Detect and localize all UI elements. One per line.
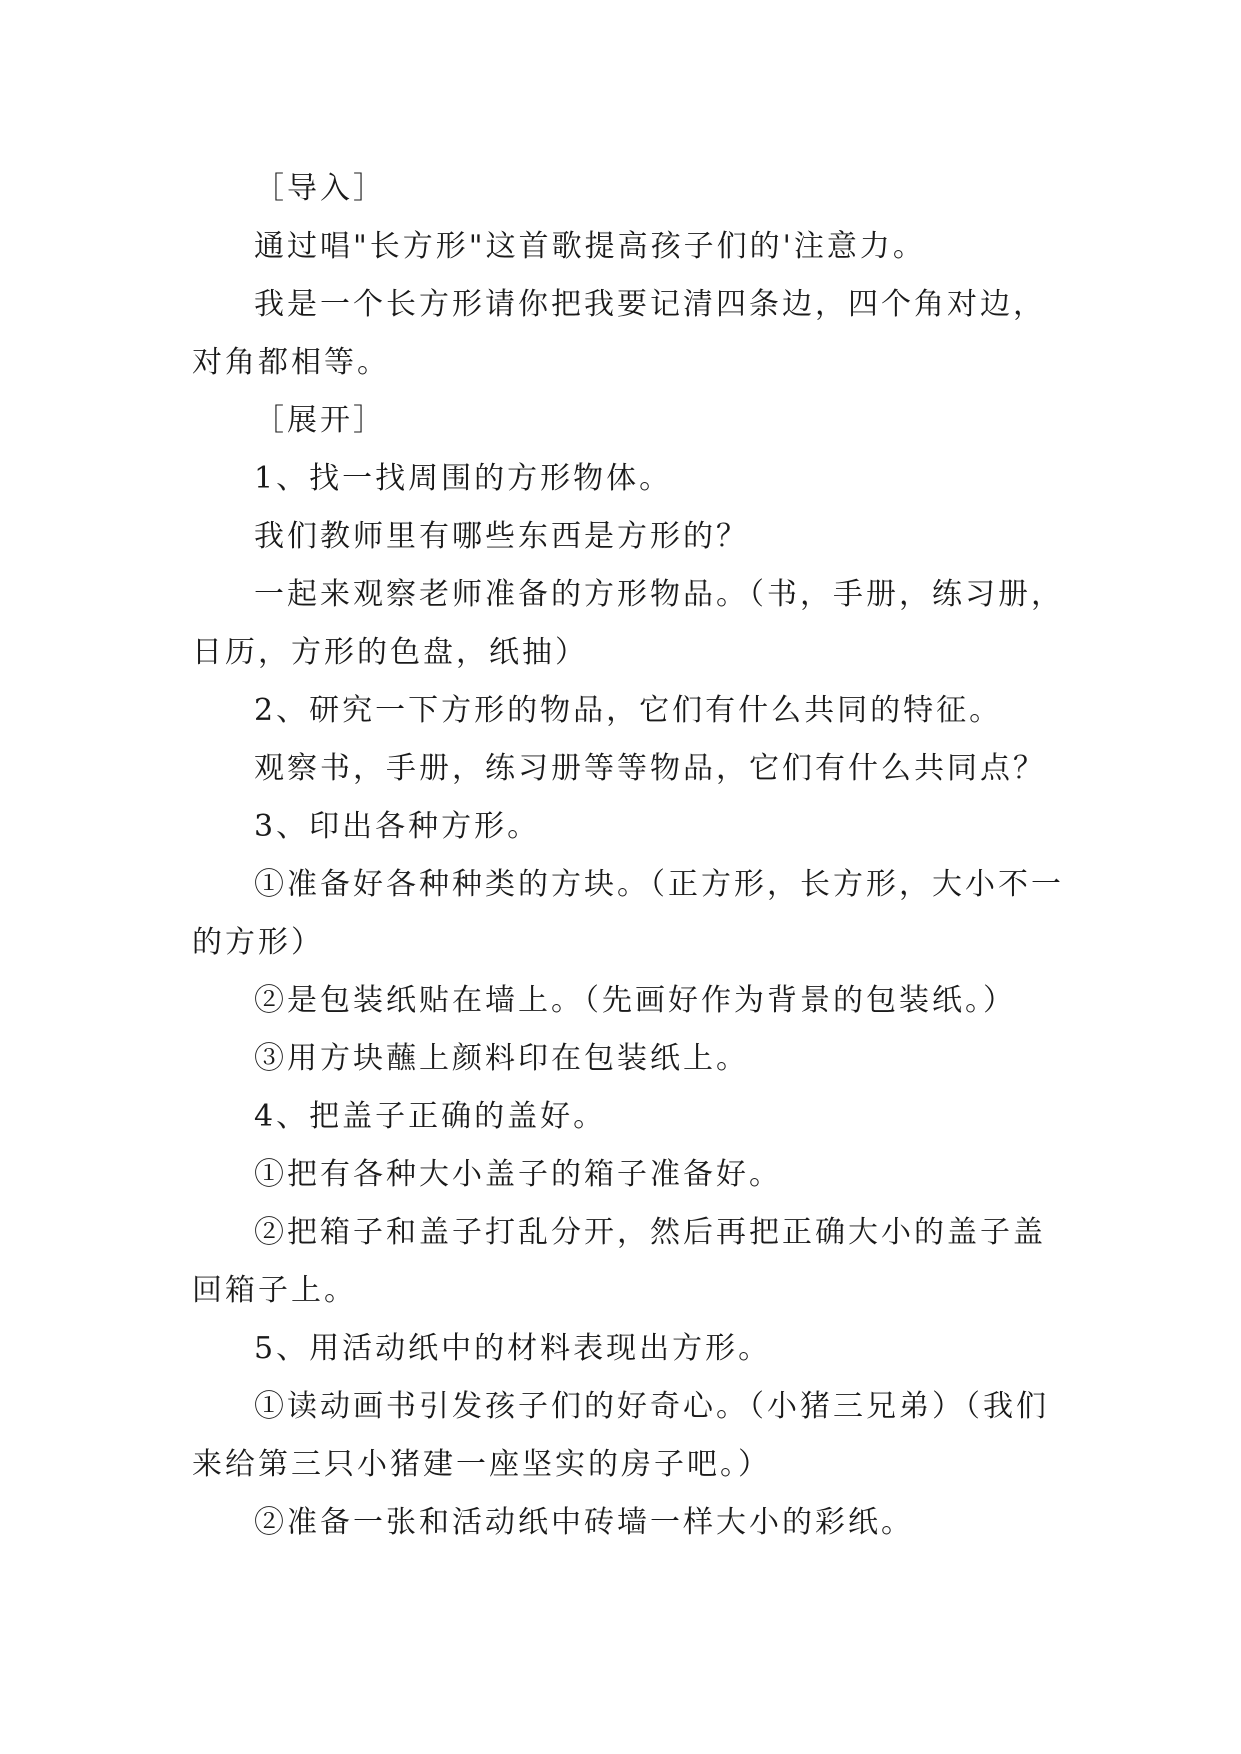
- section-heading-expand: ［展开］: [254, 403, 386, 438]
- sub-list-item: ②准备一张和活动纸中砖墙一样大小的彩纸。: [254, 1505, 914, 1540]
- sub-list-item: ③用方块蘸上颜料印在包装纸上。: [254, 1041, 749, 1076]
- document-body: [192, 160, 1072, 1552]
- list-item: 3、印出各种方形。: [254, 809, 541, 844]
- sub-list-item: ①准备好各种种类的方块。（正方形，长方形，大小不一的方形）: [192, 867, 1064, 960]
- paragraph: 一起来观察老师准备的方形物品。（书，手册，练习册，日历，方形的色盘，纸抽）: [192, 577, 1064, 670]
- list-item: 5、用活动纸中的材料表现出方形。: [254, 1331, 772, 1366]
- sub-list-item: ①把有各种大小盖子的箱子准备好。: [254, 1157, 782, 1192]
- sub-list-item: ②把箱子和盖子打乱分开，然后再把正确大小的盖子盖回箱子上。: [192, 1215, 1046, 1308]
- paragraph: 观察书，手册，练习册等等物品，它们有什么共同点？: [254, 751, 1046, 786]
- sub-list-item: ②是包装纸贴在墙上。（先画好作为背景的包装纸。）: [254, 983, 1016, 1018]
- paragraph: 通过唱"长方形"这首歌提高孩子们的'注意力。: [254, 229, 926, 264]
- sub-list-item: ①读动画书引发孩子们的好奇心。（小猪三兄弟）（我们来给第三只小猪建一座坚实的房子吧。）: [192, 1389, 1049, 1482]
- section-heading-intro: ［导入］: [254, 171, 386, 206]
- list-item: 2、研究一下方形的物品，它们有什么共同的特征。: [254, 693, 1003, 728]
- list-item: 4、把盖子正确的盖好。: [254, 1099, 607, 1134]
- paragraph: 我们教师里有哪些东西是方形的？: [254, 519, 749, 554]
- list-item: 1、找一找周围的方形物体。: [254, 461, 673, 496]
- paragraph: 我是一个长方形请你把我要记清四条边，四个角对边，对角都相等。: [192, 287, 1046, 380]
